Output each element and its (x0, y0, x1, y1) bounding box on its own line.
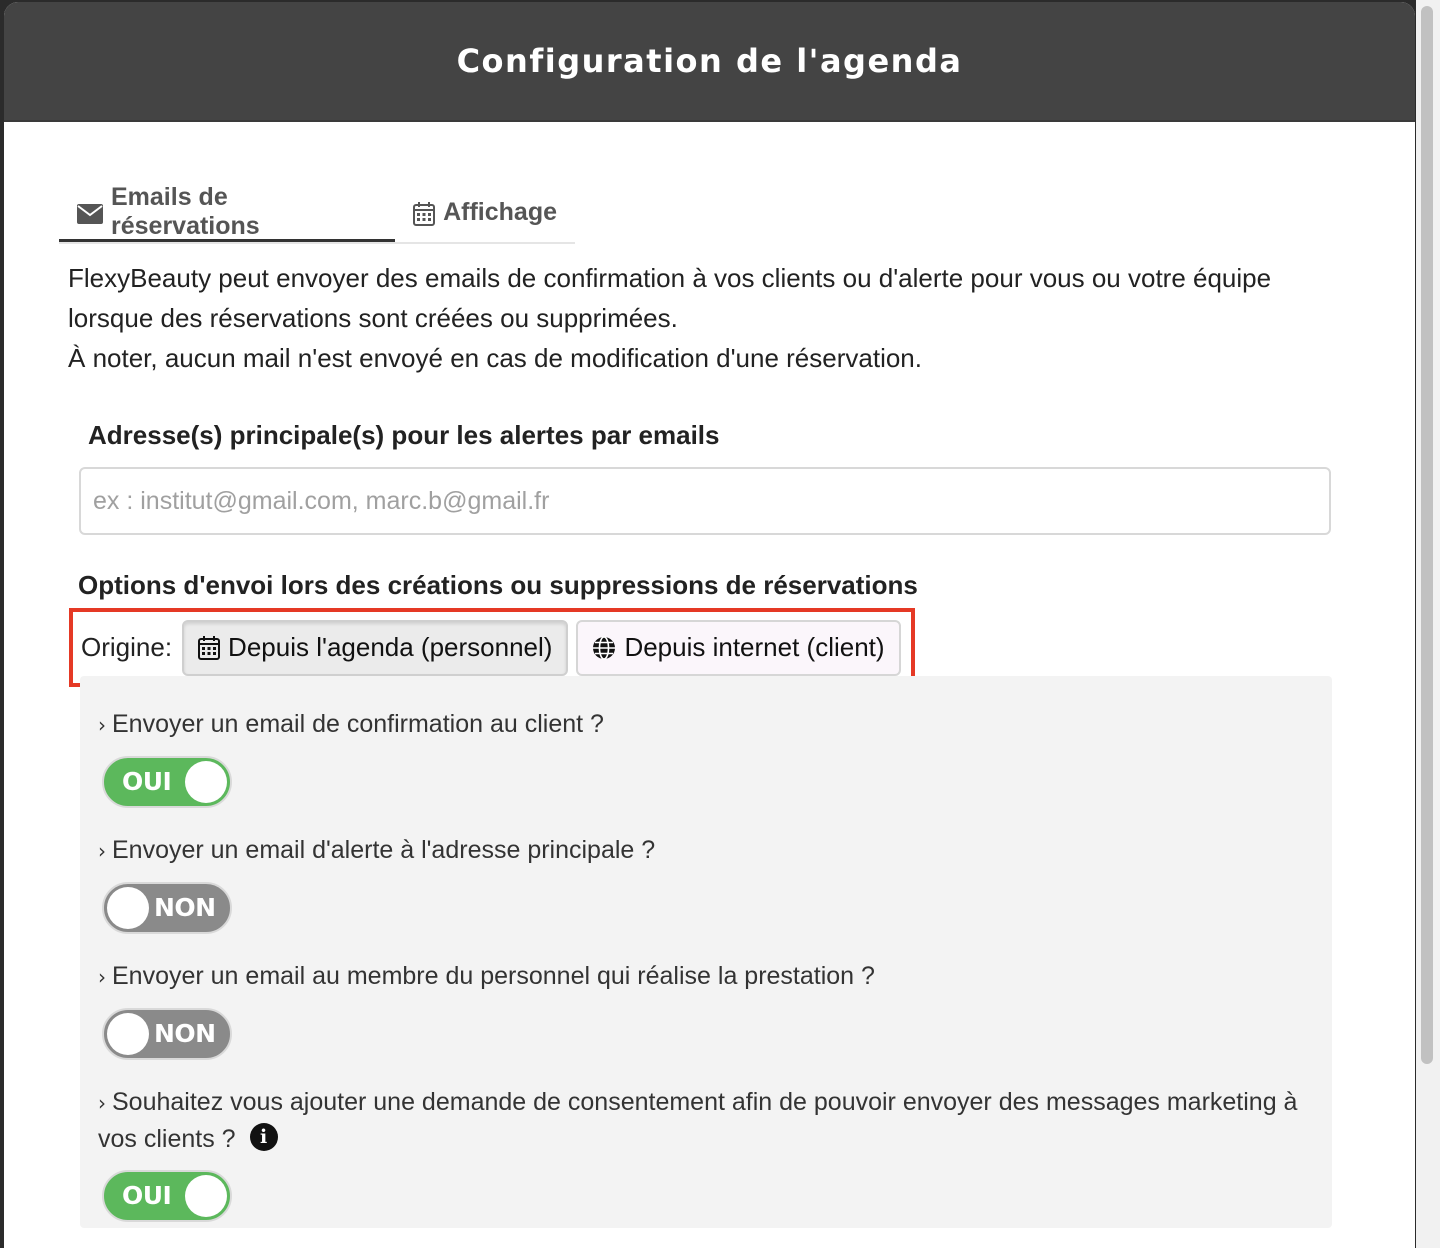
question-marketing-consent (98, 1084, 1323, 1157)
options-panel (80, 676, 1332, 1228)
toggle-label: NON (154, 893, 216, 922)
tab-bar (59, 182, 575, 244)
chevron-right-icon: › (98, 1091, 106, 1115)
chevron-right-icon: › (98, 965, 106, 989)
toggle-confirmation-client[interactable] (102, 756, 232, 808)
globe-icon (592, 636, 616, 660)
main-address-label: Adresse(s) principale(s) pour les alertes par emails (88, 420, 720, 450)
options-title: Options d'envoi lors des créations ou suppressions de réservations (78, 570, 918, 600)
question-alert-main-address (98, 832, 1323, 869)
question-text: Envoyer un email d'alerte à l'adresse principale ? (112, 836, 656, 864)
tab-affichage[interactable] (395, 188, 575, 240)
scrollbar-thumb[interactable] (1421, 6, 1433, 1064)
origin-label: Origine: (81, 632, 173, 662)
main-address-input[interactable] (79, 467, 1331, 535)
chevron-right-icon: › (98, 713, 106, 737)
modal-header (4, 2, 1415, 122)
toggle-knob (185, 1175, 227, 1217)
toggle-alert-main-address[interactable] (102, 882, 232, 934)
question-confirmation-client (98, 706, 1323, 743)
question-text: Envoyer un email au membre du personnel qui réalise la prestation ? (112, 962, 875, 990)
toggle-marketing-consent[interactable] (102, 1170, 232, 1222)
calendar-icon (198, 636, 220, 660)
tab-label: Affichage (443, 197, 557, 226)
intro-text (68, 258, 1318, 378)
toggle-knob (185, 761, 227, 803)
chevron-right-icon: › (98, 839, 106, 863)
question-text: Envoyer un email de confirmation au client ? (112, 710, 604, 738)
modal-title: Configuration de l'agenda (456, 42, 963, 80)
calendar-icon (413, 202, 435, 226)
origin-agenda-label: Depuis l'agenda (personnel) (228, 632, 553, 662)
origin-internet-label: Depuis internet (client) (624, 632, 885, 662)
tab-label: Emails de réservations (111, 182, 260, 240)
intro-line-1: FlexyBeauty peut envoyer des emails de confirmation à vos clients ou d'alerte pour vous ou votre équipe lorsque des réservations sont créées ou supprimées. (68, 263, 1272, 333)
origin-agenda-button[interactable] (182, 620, 568, 676)
toggle-knob (107, 1013, 149, 1055)
question-staff-member (98, 958, 1323, 995)
toggle-label: OUI (122, 767, 172, 796)
toggle-knob (107, 887, 149, 929)
intro-line-2: À noter, aucun mail n'est envoyé en cas de modification d'une réservation. (68, 343, 922, 373)
question-text: Souhaitez vous ajouter une demande de consentement afin de pouvoir envoyer des messages marketing à vos clients ? (98, 1088, 1298, 1153)
info-icon[interactable]: i (250, 1123, 278, 1151)
origin-internet-button[interactable] (576, 620, 900, 676)
envelope-icon (77, 204, 103, 224)
toggle-staff-member[interactable] (102, 1008, 232, 1060)
toggle-label: NON (154, 1019, 216, 1048)
tab-emails-reservations[interactable] (59, 182, 395, 242)
toggle-label: OUI (122, 1181, 172, 1210)
